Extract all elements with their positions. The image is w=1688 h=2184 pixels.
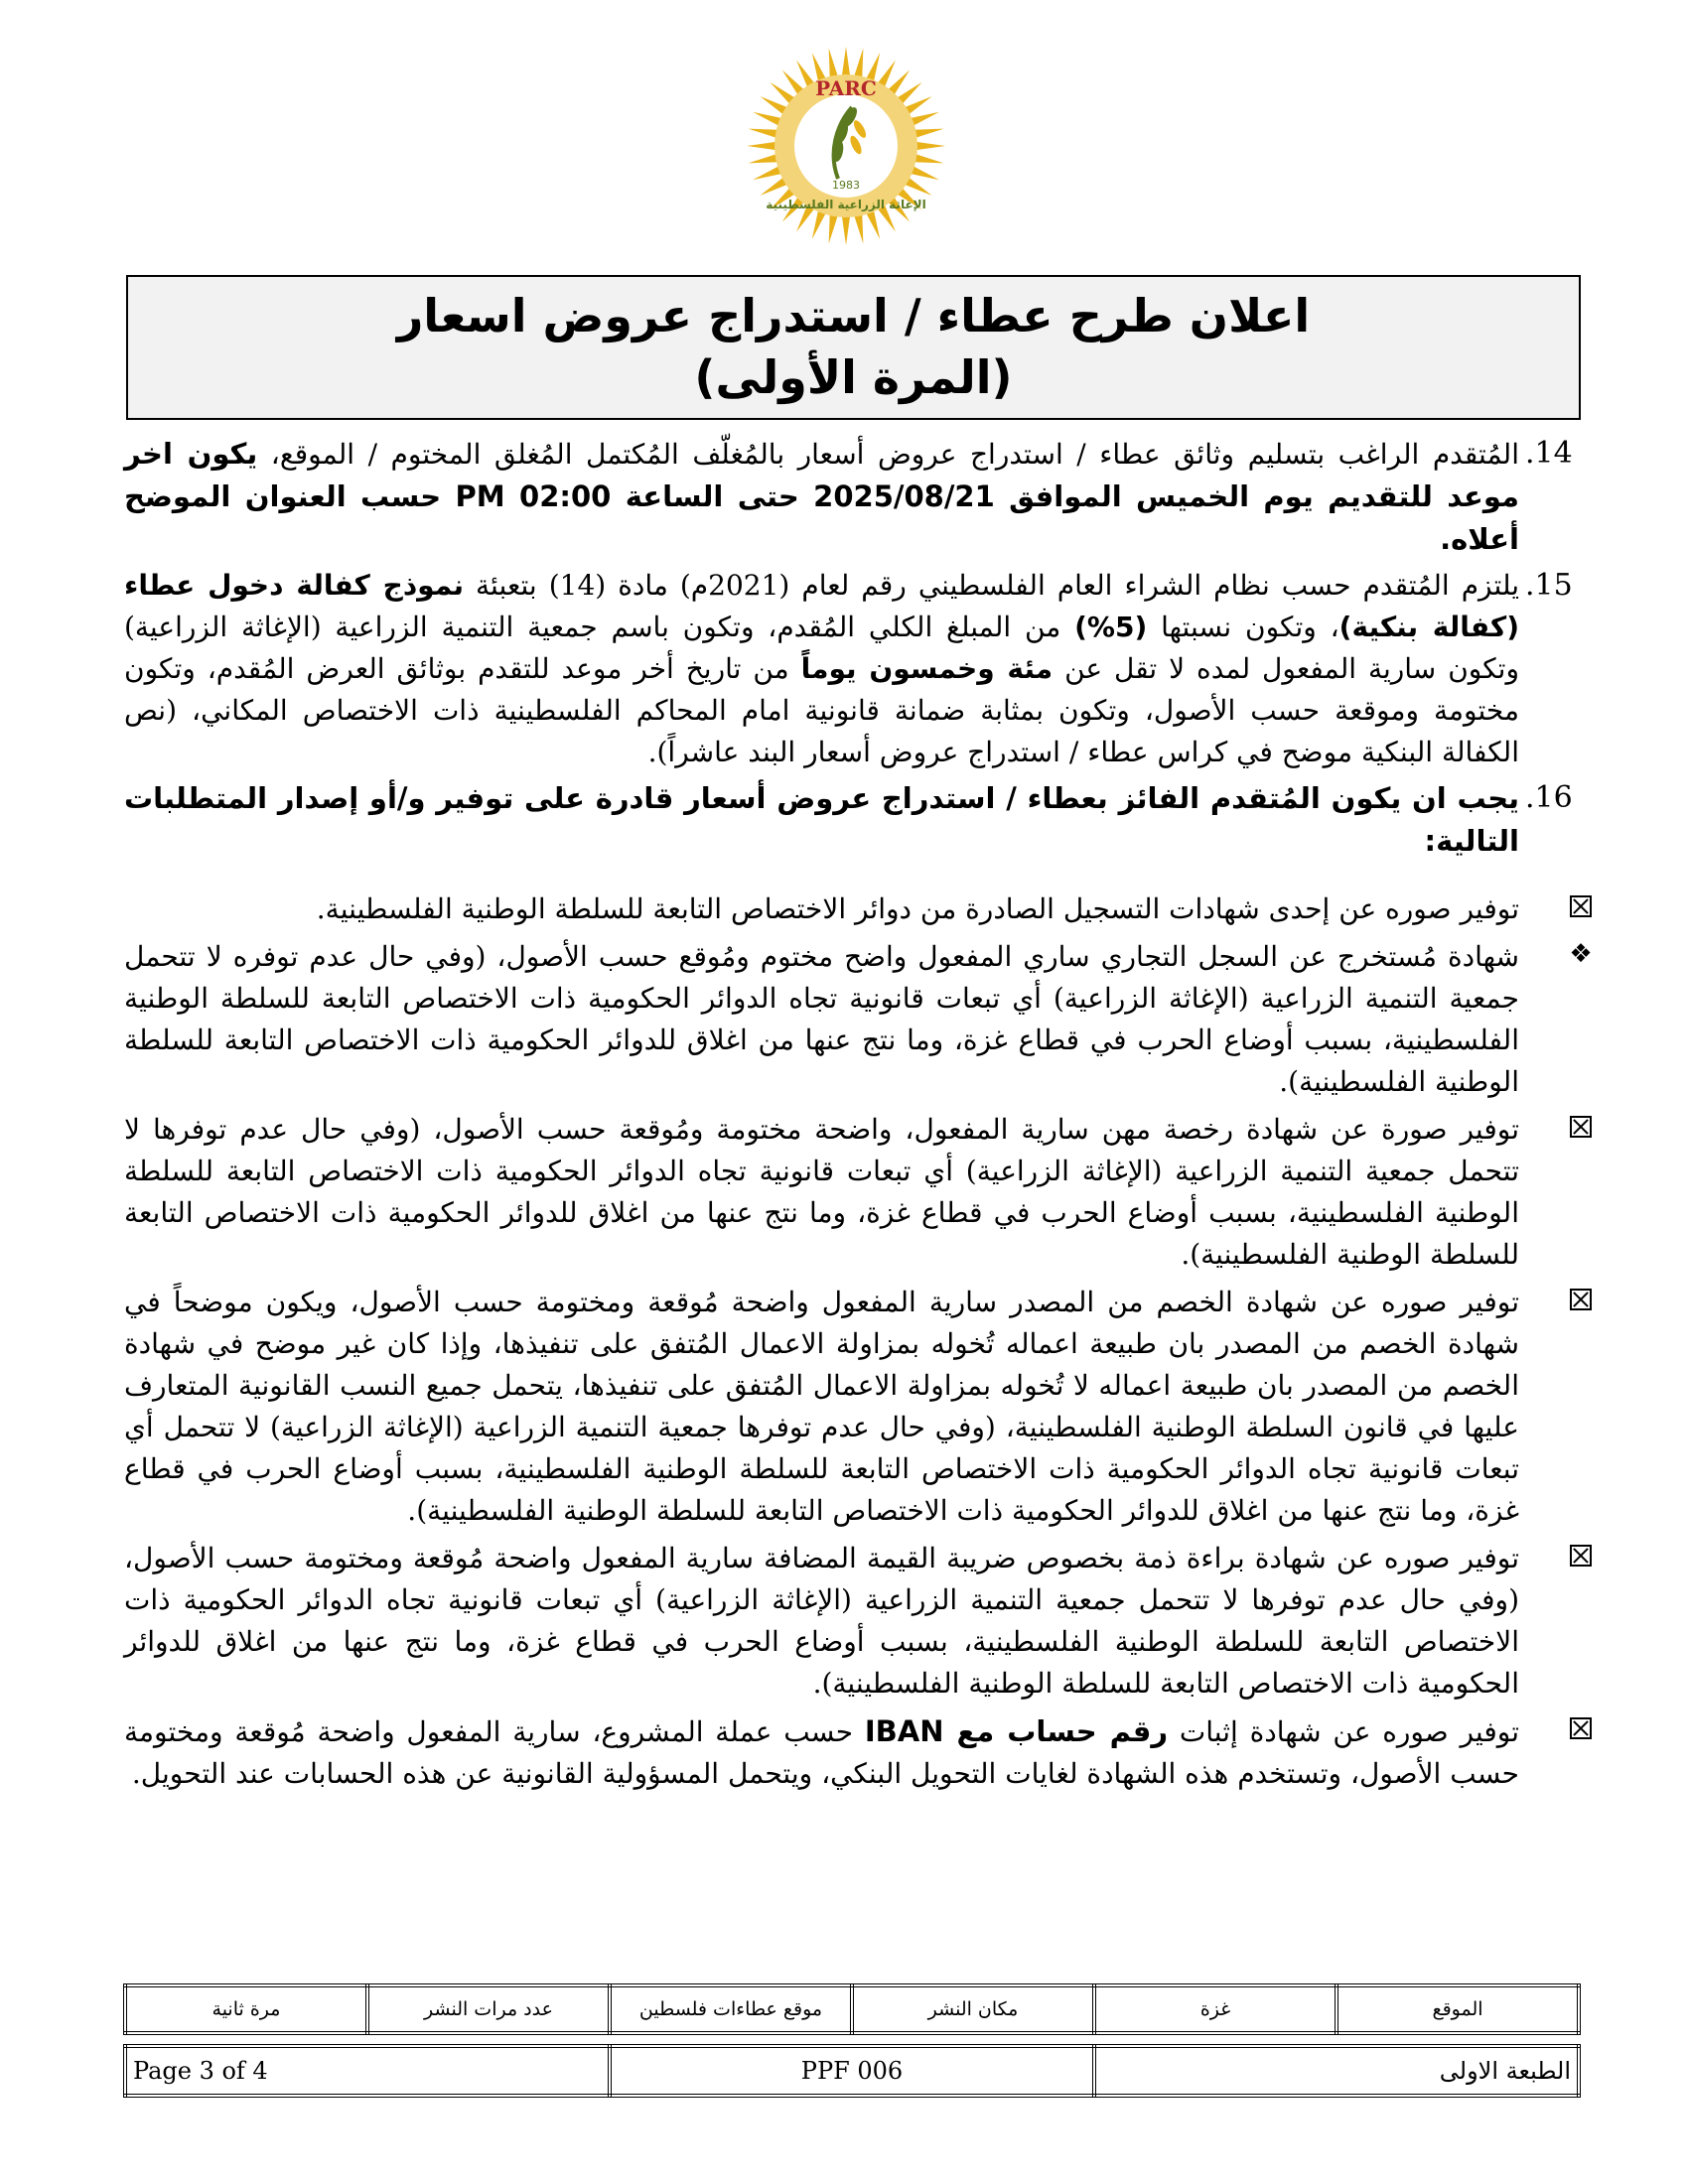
parc-logo <box>711 44 981 248</box>
clause-number: .16 <box>1525 780 1573 815</box>
checkbox-x-icon <box>1569 1716 1593 1740</box>
page-footer-table <box>123 2044 1581 2098</box>
sun-ray <box>914 154 943 163</box>
list-item <box>124 936 1593 1103</box>
checkbox-x-icon <box>1569 894 1593 918</box>
page-number: Page 3 of 4 <box>125 2046 610 2096</box>
list-item-text: توفير صوره عن إحدى شهادات التسجيل الصادرة من دوائر الاختصاص التابعة للسلطة الوطنية الفلسطينية. <box>316 892 1519 925</box>
list-item-text: توفير صورة عن شهادة رخصة مهن سارية المفعول، واضحة مختومة ومُوقعة حسب الأصول، (وفي حال عدم توفرها لا تتحمل جمعية التنمية الزراعية (الإغاثة الزراعية) أي تبعات قانونية تجاه الدوائر الحكومية ذات الاختصاص التابعة للسلطة الوطنية الفلسطينية، بسبب أوضاع الحرب في قطاع غزة، وما نتج عنها من اغلاق للدوائر الحكومية ذات الاختصاص التابعة للسلطة الوطنية الفلسطينية). <box>124 1113 1519 1271</box>
footer-cell: مكان النشر <box>852 1985 1094 2033</box>
iban-text: رقم حساب مع IBAN <box>864 1714 1169 1748</box>
publication-info-table <box>123 1983 1581 2035</box>
clause-text: يجب ان يكون المُتقدم الفائز بعطاء / استدراج عروض أسعار قادرة على توفير و/أو إصدار المتطلبات التالية: <box>124 781 1519 858</box>
list-item <box>124 1538 1519 1705</box>
footer-cell: غزة <box>1094 1985 1336 2033</box>
sun-ray <box>914 129 943 138</box>
clause-text: المُتقدم الراغب بتسليم وثائق عطاء / استدراج عروض أسعار بالمُغلّف المُكتمل المُغلق المختوم / الموقع، <box>257 438 1519 471</box>
checkbox-x-icon <box>1569 1544 1593 1568</box>
guarantee-form-text: نموذج كفالة دخول عطاء (كفالة بنكية) <box>124 569 1520 643</box>
footer-cell: مرة ثانية <box>125 1985 367 2033</box>
sun-ray <box>829 213 838 243</box>
sun-ray <box>749 154 778 163</box>
list-item <box>124 888 1519 930</box>
parc-logo-graphic <box>711 44 981 248</box>
announcement-title-box <box>126 275 1581 420</box>
list-item-text: شهادة مُستخرج عن السجل التجاري ساري المفعول واضح مختوم ومُوقع حسب الأصول، (وفي حال عدم توفره لا تتحمل جمعية التنمية الزراعية (الإغاثة الزراعية) أي تبعات قانونية تجاه الدوائر الحكومية ذات الاختصاص التابعة للسلطة الوطنية الفلسطينية، بسبب أوضاع الحرب في قطاع غزة، وما نتج عنها من اغلاق للدوائر الحكومية ذات الاختصاص التابعة للسلطة الوطنية الفلسطينية). <box>124 940 1519 1098</box>
announcement-subtitle: (المرة الأولى) <box>694 350 1013 404</box>
list-item <box>124 1282 1519 1532</box>
form-code: PPF 006 <box>610 2046 1094 2096</box>
sun-ray <box>753 166 782 180</box>
sun-ray <box>842 215 850 245</box>
footer-cell: عدد مرات النشر <box>367 1985 610 2033</box>
validity-days-text: مئة وخمسون يوماً <box>800 652 1054 685</box>
logo-abbr: PARC <box>815 76 877 100</box>
logo-year: 1983 <box>832 179 860 192</box>
sun-ray <box>812 209 826 239</box>
clause-text: من تاريخ أخر موعد للتقدم بوثائق العرض المُقدم، وتكون مختومة وموقعة حسب الأصول، وتكون بمثابة ضمانة قانونية امام المحاكم الفلسطينية ذات الاختصاص المكاني، (نص الكفالة البنكية موضح في كراس عطاء / استدراج عروض أسعار البند عاشراً). <box>124 652 1519 768</box>
list-item-text: توفير صوره عن شهادة براءة ذمة بخصوص ضريبة القيمة المضافة سارية المفعول واضحة مُوقعة ومختومة حسب الأصول، (وفي حال عدم توفرها لا تتحمل جمعية التنمية الزراعية (الإغاثة الزراعية) أي تبعات قانونية تجاه الدوائر الحكومية ذات الاختصاص التابعة للسلطة الوطنية الفلسطينية، بسبب أوضاع الحرب في قطاع غزة، وما نتج عنها من اغلاق للدوائر الحكومية ذات الاختصاص التابعة للسلطة الوطنية الفلسطينية). <box>124 1542 1519 1700</box>
clause-number: .14 <box>1525 436 1573 471</box>
clause-text: من المبلغ الكلي المُقدم، وتكون باسم جمعية التنمية الزراعية (الإغاثة الزراعية) وتكون سارية المفعول لمده لا تقل عن <box>124 611 1519 685</box>
clause-text: يلتزم المُتقدم حسب نظام الشراء العام الفلسطيني رقم لعام (2021م) مادة (14) بتعبئة <box>464 569 1520 602</box>
footer-cell: موقع عطاءات فلسطين <box>610 1985 852 2033</box>
list-item <box>124 1109 1519 1276</box>
percentage-text: (5%) <box>1074 611 1148 643</box>
sun-ray <box>910 166 939 180</box>
sun-ray <box>842 47 850 76</box>
list-item-text: حسب عملة المشروع، سارية المفعول واضحة مُوقعة ومختومة حسب الأصول، وتستخدم هذه الشهادة لغايات التحويل البنكي، ويتحمل المسؤولية القانونية عن هذه الحسابات عند التحويل. <box>124 1715 1519 1790</box>
footer-cell: الموقع <box>1336 1985 1579 2033</box>
sun-ray <box>915 142 945 150</box>
deadline-text: يكون اخر موعد للتقديم يوم الخميس الموافق 2025/08/21 حتى الساعة 02:00 PM حسب العنوان الموضح أعلاه. <box>124 437 1519 556</box>
sun-ray <box>747 142 776 150</box>
sun-ray <box>829 49 838 78</box>
checkbox-x-icon <box>1569 1288 1593 1311</box>
clause-15 <box>124 565 1573 773</box>
edition-label: الطبعة الاولى <box>1094 2046 1579 2096</box>
clause-text: ، وتكون نسبتها <box>1147 611 1339 643</box>
list-item <box>124 1710 1519 1795</box>
requirements-list <box>124 888 1593 1795</box>
sun-ray <box>854 213 863 243</box>
sun-ray <box>854 49 863 78</box>
clause-number: .15 <box>1525 568 1573 603</box>
logo-org-name: الإغاثة الزراعية الفلسطينية <box>766 198 926 211</box>
sun-ray <box>910 112 939 126</box>
sun-ray <box>749 129 778 138</box>
list-item-text: توفير صوره عن شهادة إثبات <box>1168 1715 1519 1748</box>
checkbox-x-icon <box>1569 1115 1593 1139</box>
clause-16 <box>124 777 1573 863</box>
diamond-bullet-icon: ❖ <box>1569 939 1593 969</box>
announcement-title: اعلان طرح عطاء / استدراج عروض اسعار <box>396 289 1311 342</box>
sun-ray <box>753 112 782 126</box>
sun-ray <box>866 209 880 239</box>
clause-14 <box>124 433 1573 561</box>
document-body <box>124 433 1593 1801</box>
list-item-text: توفير صوره عن شهادة الخصم من المصدر سارية المفعول واضحة مُوقعة ومختومة حسب الأصول، ويكون موضحاً في شهادة الخصم من المصدر بان طبيعة اعماله تُخوله بمزاولة الاعمال المُتفق على تنفيذها، وإذا كان غير موضح في شهادة الخصم من المصدر بان طبيعة اعماله لا تُخوله بمزاولة الاعمال المُتفق على تنفيذها، يتحمل جميع النسب القانونية المتعارف عليها في قانون السلطة الوطنية الفلسطينية، (وفي حال عدم توفرها جمعية التنمية الزراعية (الإغاثة الزراعية) لا تتحمل أي تبعات قانونية تجاه الدوائر الحكومية ذات الاختصاص التابعة للسلطة الوطنية الفلسطينية، بسبب أوضاع الحرب في قطاع غزة، وما نتج عنها من اغلاق للدوائر الحكومية ذات الاختصاص التابعة للسلطة الوطنية الفلسطينية). <box>124 1286 1519 1527</box>
